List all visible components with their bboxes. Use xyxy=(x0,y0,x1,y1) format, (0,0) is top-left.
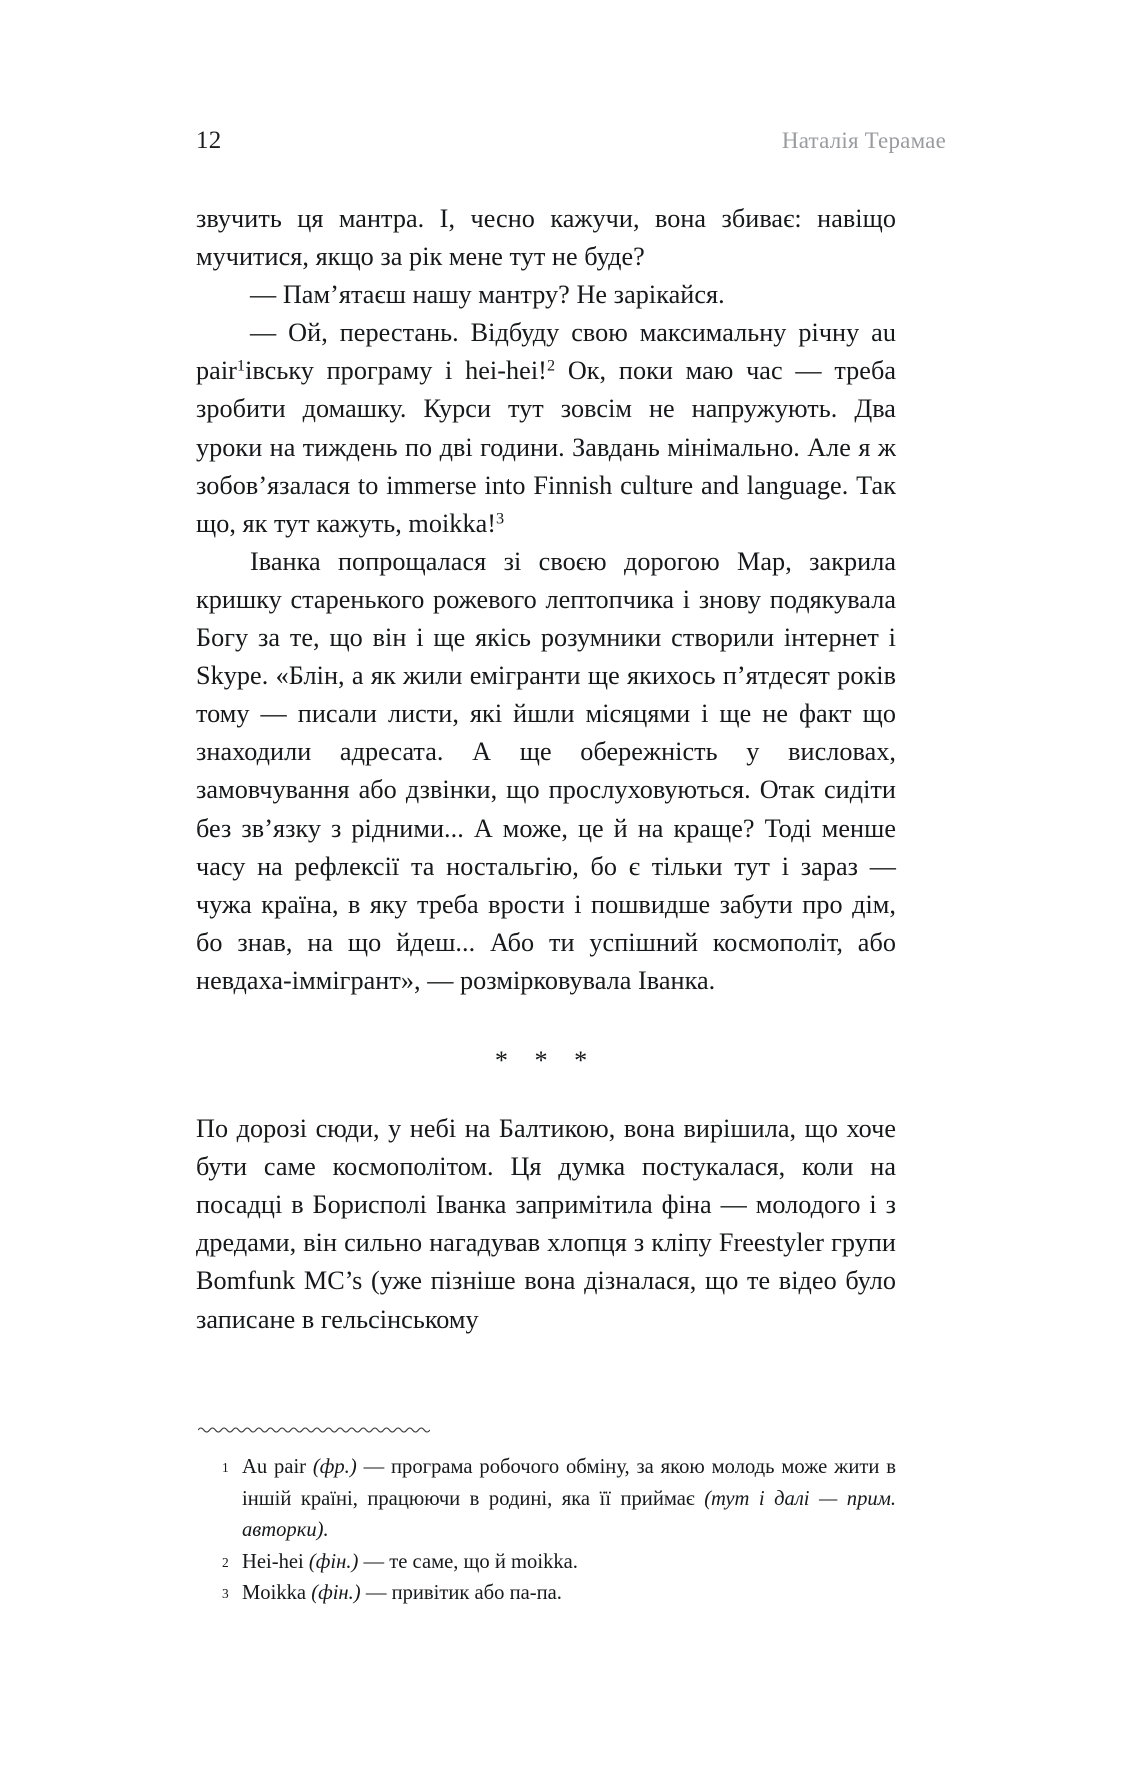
footnote-marker: 2 xyxy=(222,1554,229,1570)
paragraph-p5: По дорозі сюди, у небі на Балтикою, вона вирішила, що хоче бути саме космополітом. Ця думка постукалася, коли на посадці в Борисполі Іванка запримітила фіна — молодого і з дредами, він сильно нагадував хлопця з кліпу Freestyler групи Bomfunk MC’s (уже пізніше вона дізналася, що те відео було записане в гельсінському xyxy=(196,1114,896,1334)
footnote-reference[interactable]: 3 xyxy=(496,509,505,528)
footnote-marker: 3 xyxy=(222,1586,229,1601)
paragraph-p2: — Пам’ятаєш нашу мантру? Не зарікайся. xyxy=(250,280,725,310)
footnote-list xyxy=(196,1452,896,1610)
footnote-definition: програма робочого обміну, за якою молодь може жити в іншій країні, працюючи в родині, яка її приймає xyxy=(242,1456,897,1510)
footnote-definition: те саме, що й moikka. xyxy=(389,1550,578,1573)
footnote-trailing-note: (тут і далі — прим. авторки). xyxy=(242,1487,896,1541)
paragraph-p4: Іванка попрощалася зі своєю дорогою Мар, закрила кришку старенького рожевого лептопчика і знову подякувала Богу за те, що він і ще якісь розумники створили інтернет і Skype. «Блін, а як жили емігранти ще якихось п’ятдесят років тому — писали листи, які йшли місяцями і ще не факт що знаходили адресата. А ще обережність у висловах, замовчування або дзвінки, що прослуховуються. Отак сидіти без зв’язку з рідними... А може, це й на краще? Тоді менше часу на рефлексії та ностальгію, бо є тільки тут і зараз — чужа країна, в яку треба врости і пошвидше забути про дім, бо знав, на що йдеш... Або ти успішний космополіт, або невдаха-іммігрант», — розмірковувала Іванка. xyxy=(196,546,896,995)
paragraph-p3 xyxy=(196,314,896,543)
paragraph-p1: звучить ця мантра. І, чесно кажучи, вона збиває: навіщо мучитися, якщо за рік мене тут не буде? xyxy=(196,204,896,272)
footnote-term: Moikka xyxy=(242,1582,307,1604)
footnote-wavy-rule xyxy=(198,1424,430,1436)
footnote-reference[interactable]: 2 xyxy=(546,356,556,375)
footnote-reference[interactable]: 1 xyxy=(236,356,246,375)
page-number: 12 xyxy=(196,127,222,154)
footnote-item-1 xyxy=(196,1452,896,1547)
footnote-lang-note: (фр.) xyxy=(312,1456,357,1478)
footnote-item-3 xyxy=(196,1578,896,1610)
footnote-dash: — xyxy=(363,1550,385,1573)
footnote-definition: привітик або па-па. xyxy=(391,1582,562,1604)
footnote-item-2 xyxy=(196,1547,896,1579)
running-head-author: Наталія Терамае xyxy=(781,128,946,153)
section-separator: * * * xyxy=(494,1045,598,1075)
footnote-dash: — xyxy=(365,1582,387,1604)
footnote-dash: — xyxy=(363,1456,385,1478)
footnote-lang-note: (фін.) xyxy=(311,1582,361,1604)
paragraph-p3-text: — Ой, перестань. Відбуду свою максимальну річну au pair$^1$івську програму і hei-hei!$^2$ Ок, поки маю час — треба зробити домашку. Курси тут зовсім не напружують. Два уроки на тиждень по дві години. Завдань мінімально. Але я ж зобов’язалася to immerse into Finnish culture and language. Так що, як тут кажуть, moikka!$^3$ xyxy=(196,318,897,538)
running-head xyxy=(196,128,946,162)
footnote-area xyxy=(196,1424,896,1610)
footnote-lang-note: (фін.) xyxy=(308,1550,359,1573)
footnote-marker: 1 xyxy=(222,1460,229,1475)
footnote-term: Hei-hei xyxy=(242,1550,304,1573)
body-text-block xyxy=(196,200,896,1339)
footnote-term: Au pair xyxy=(242,1456,307,1478)
